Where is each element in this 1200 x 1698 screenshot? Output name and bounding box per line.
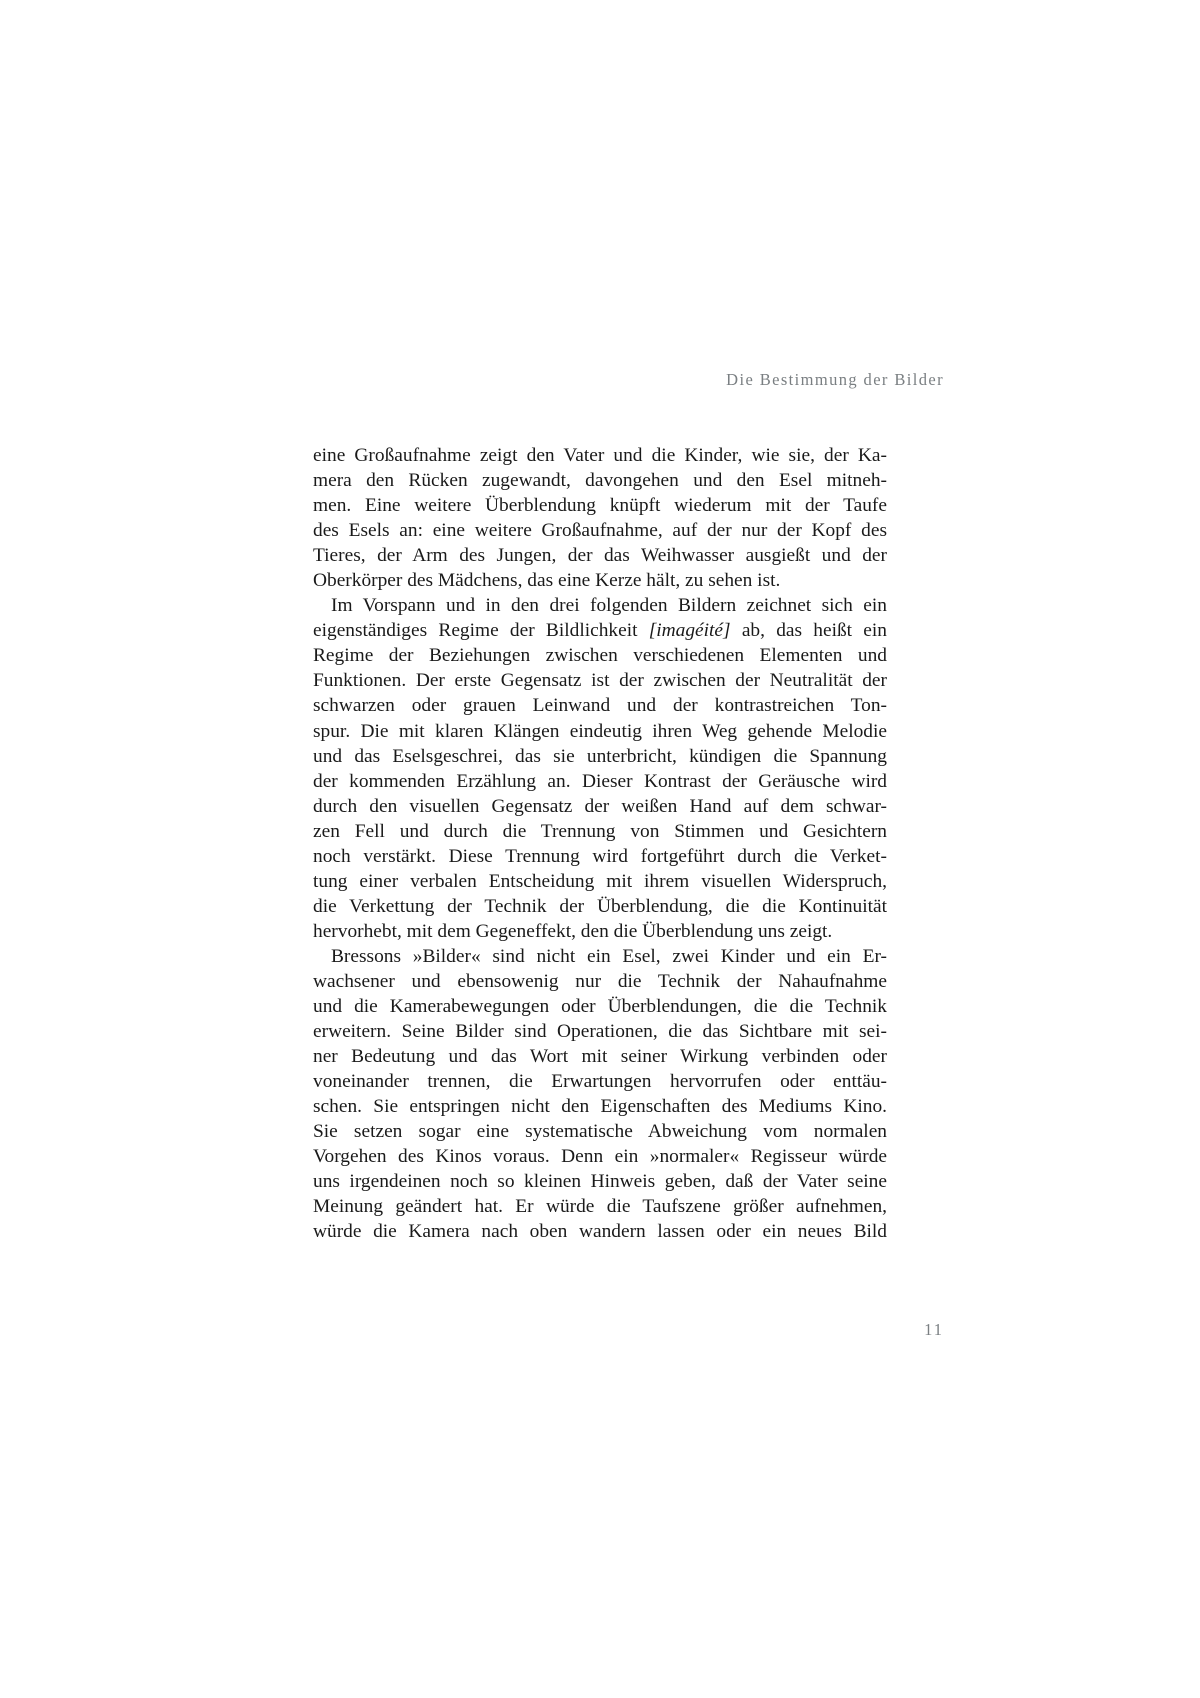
paragraph-1 [313,443,887,593]
italic-term: [imagéité] [648,620,731,642]
text-line: ner Bedeutung und das Wort mit seiner Wirkung verbinden oder [313,1046,887,1068]
text-line: die Verkettung der Technik der Überblendung, die die Kontinuität [313,895,887,917]
text-line: und die Kamerabewegungen oder Überblendungen, die die Technik [313,996,887,1018]
text-line: noch verstärkt. Diese Trennung wird fortgeführt durch die Verket- [313,845,887,867]
text-line: voneinander trennen, die Erwartungen hervorrufen oder enttäu- [313,1071,887,1093]
text-line: Tieres, der Arm des Jungen, der das Weihwasser ausgießt und der [313,545,887,567]
text-line: durch den visuellen Gegensatz der weißen Hand auf dem schwar- [313,795,887,817]
paragraph-3 [313,944,887,1245]
text-line: eine Großaufnahme zeigt den Vater und die Kinder, wie sie, der Ka- [313,445,887,466]
text-line: tung einer verbalen Entscheidung mit ihrem visuellen Widerspruch, [313,870,887,892]
text-line: des Esels an: eine weitere Großaufnahme, auf der nur der Kopf des [313,520,887,542]
text-line: Regime der Beziehungen zwischen verschiedenen Elementen und [313,645,887,667]
text-line: Vorgehen des Kinos voraus. Denn ein »normaler« Regisseur würde [313,1146,887,1168]
text-line: men. Eine weitere Überblendung knüpft wiederum mit der Taufe [313,495,887,517]
text-line: Oberkörper des Mädchens, das eine Kerze hält, zu sehen ist. [313,570,781,592]
text-line: wachsener und ebensowenig nur die Technik der Nahaufnahme [313,970,887,992]
running-head: Die Bestimmung der Bilder [726,370,944,389]
page-number: 11 [924,1320,944,1339]
text-line-with-italic-term: eigenständiges Regime der Bildlichkeit [imagéité] ab, das heißt ein [313,620,887,642]
text-line: spur. Die mit klaren Klängen eindeutig ihren Weg gehende Melodie [313,720,887,742]
text-line: und das Eselsgeschrei, das sie unterbricht, kündigen die Spannung [313,745,887,767]
text-line: erweitern. Seine Bilder sind Operationen, die das Sichtbare mit sei- [313,1021,887,1043]
text-line: würde die Kamera nach oben wandern lassen oder ein neues Bild [313,1221,887,1243]
paragraph-2 [313,593,887,944]
text-line: schen. Sie entspringen nicht den Eigenschaften des Mediums Kino. [313,1096,887,1118]
text-line: hervorhebt, mit dem Gegeneffekt, den die Überblendung uns zeigt. [313,920,833,942]
body-text [313,443,887,1245]
text-line: der kommenden Erzählung an. Dieser Kontrast der Geräusche wird [313,770,887,792]
text-line: Im Vorspann und in den drei folgenden Bildern zeichnet sich ein [331,595,887,617]
text-line: mera den Rücken zugewandt, davongehen und den Esel mitneh- [313,470,887,492]
text-line: Bressons »Bilder« sind nicht ein Esel, zwei Kinder und ein Er- [331,945,887,967]
text-line: uns irgendeinen noch so kleinen Hinweis geben, daß der Vater seine [313,1171,887,1193]
text-line: Meinung geändert hat. Er würde die Taufszene größer aufnehmen, [313,1196,887,1218]
text-line: zen Fell und durch die Trennung von Stimmen und Gesichtern [313,820,887,842]
text-line: schwarzen oder grauen Leinwand und der kontrastreichen Ton- [313,695,887,717]
text-line: Sie setzen sogar eine systematische Abweichung vom normalen [313,1121,887,1143]
text-line: Funktionen. Der erste Gegensatz ist der zwischen der Neutralität der [313,670,887,692]
